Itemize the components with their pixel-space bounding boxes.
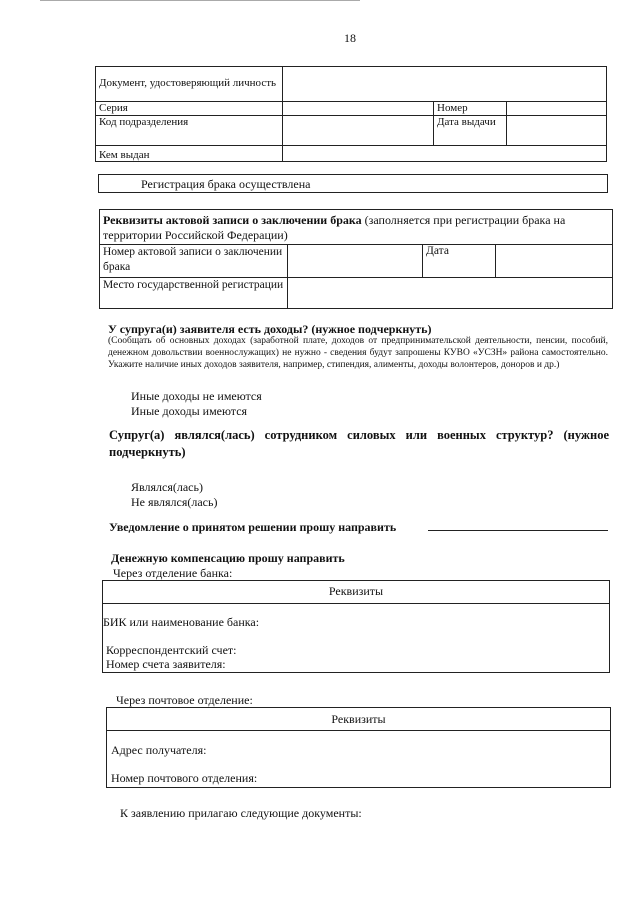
marriage-record-header-bold: Реквизиты актовой записи о заключении брака xyxy=(103,213,362,227)
place-label: Место государственной регистрации xyxy=(100,278,288,309)
date-label: Дата xyxy=(423,245,496,278)
via-post-label: Через почтовое отделение: xyxy=(116,693,253,707)
military-question: Супруг(а) являлся(лась) сотрудником силовых или военных структур? (нужное подчеркнуть) xyxy=(109,428,609,459)
post-office-number-label[interactable]: Номер почтового отделения: xyxy=(111,771,258,785)
subdivision-code-label: Код подразделения xyxy=(96,116,283,146)
issue-date-label: Дата выдачи xyxy=(434,116,507,146)
marriage-registered-text: Регистрация брака осуществлена xyxy=(141,177,311,191)
corr-account-label[interactable]: Корреспондентский счет: xyxy=(106,643,237,657)
applicant-account-label[interactable]: Номер счета заявителя: xyxy=(106,657,226,671)
income-option-exist[interactable]: Иные доходы имеются xyxy=(131,404,248,418)
marriage-registered-box xyxy=(98,174,608,193)
notification-line[interactable] xyxy=(428,530,608,531)
bik-label[interactable]: БИК или наименование банка: xyxy=(103,615,260,629)
issue-date-value[interactable] xyxy=(507,116,607,146)
via-bank-label: Через отделение банка: xyxy=(113,566,233,580)
number-value[interactable] xyxy=(507,102,607,116)
recipient-address-label[interactable]: Адрес получателя: xyxy=(111,743,207,757)
id-document-table xyxy=(95,66,607,162)
series-label: Серия xyxy=(96,102,283,116)
issued-by-label: Кем выдан xyxy=(96,146,283,162)
income-question: У супруга(и) заявителя есть доходы? (нужное подчеркнуть) xyxy=(108,322,432,336)
place-value[interactable] xyxy=(288,278,613,309)
income-note: (Сообщать об основных доходах (заработной плате, доходов от предпринимательской деятельности, пенсии, пособий, денежном довольствии военнослужащих) не нужно - сведения будут запрошены КУВО «УСЗН» района самостоятельно. Укажите наличие иных доходов заявителя, например, стипендия, алименты, доходы волонтеров, доноров и др.) xyxy=(108,336,608,370)
bank-details-header: Реквизиты xyxy=(328,584,384,598)
marriage-record-header xyxy=(100,210,613,245)
bank-header-divider xyxy=(103,603,609,604)
marriage-record-header-note: (заполняется при регистрации брака на территории Российской Федерации) xyxy=(103,213,566,242)
issued-by-value[interactable] xyxy=(283,146,607,162)
number-label: Номер xyxy=(434,102,507,116)
id-doc-label-cell xyxy=(96,67,283,102)
page-number: 18 xyxy=(344,31,356,45)
attachments-label: К заявлению прилагаю следующие документы: xyxy=(120,806,362,820)
top-edge-line xyxy=(40,0,360,1)
record-number-value[interactable] xyxy=(288,245,423,278)
marriage-record-table xyxy=(99,209,613,309)
compensation-title: Денежную компенсацию прошу направить xyxy=(111,551,345,565)
subdivision-code-value[interactable] xyxy=(283,116,434,146)
post-details-box xyxy=(106,707,611,788)
income-option-none[interactable]: Иные доходы не имеются xyxy=(131,389,262,403)
date-value[interactable] xyxy=(496,245,613,278)
record-number-label: Номер актовой записи о заключении брака xyxy=(100,245,288,278)
id-doc-label: Документ, удостоверяющий личность xyxy=(99,77,277,89)
series-value[interactable] xyxy=(283,102,434,116)
notification-label: Уведомление о принятом решении прошу направить xyxy=(109,520,397,534)
military-option-no[interactable]: Не являлся(лась) xyxy=(131,495,218,509)
military-option-yes[interactable]: Являлся(лась) xyxy=(131,480,203,494)
post-details-header: Реквизиты xyxy=(331,712,386,726)
id-doc-value-cell[interactable] xyxy=(283,67,607,102)
post-header-divider xyxy=(107,730,610,731)
bank-details-box xyxy=(102,580,610,673)
